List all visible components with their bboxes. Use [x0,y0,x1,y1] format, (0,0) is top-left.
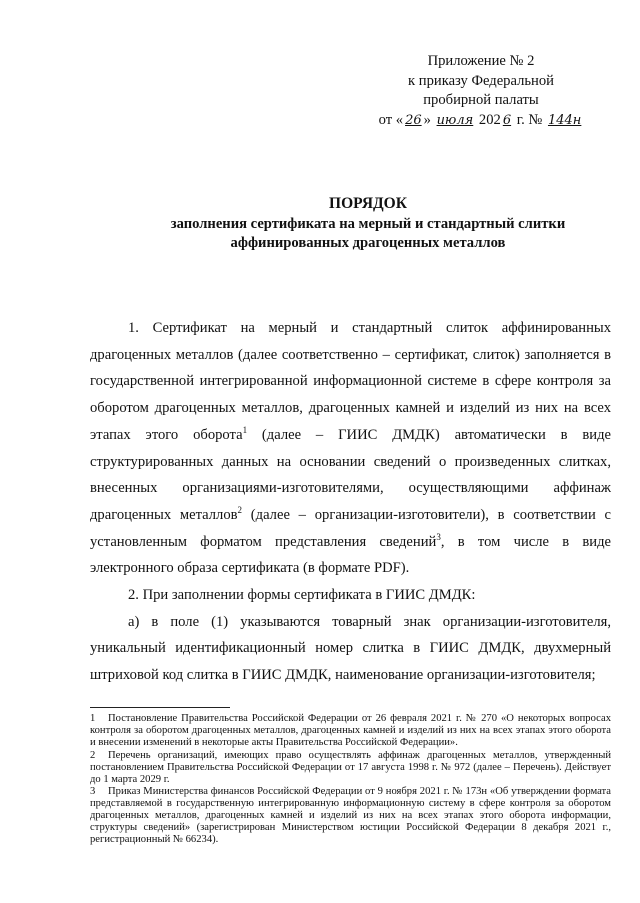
footnote-separator [90,707,230,708]
subtitle-line-2: аффинированных драгоценных металлов [230,235,506,251]
document-body [90,315,611,689]
document-heading: ПОРЯДОК [329,195,407,212]
paragraph-3: а) в поле (1) указываются товарный знак организации-изготовителя, уникальный идентификационный номер слитка в ГИИС ДМДК, двухмерный штриховой код слитка в ГИИС ДМДК, наименование организации-изготовителя; [90,613,611,684]
date-year-prefix: 202 [478,111,501,128]
paragraph-1-part-a: 1. Сертификат на мерный и стандартный слиток аффинированных драгоценных металлов (далее соответственно – сертификат, слиток) заполняется в государственной интегрированной информационной системе в сфере контроля за оборотом драгоценных металлов, драгоценных камней и изделий из них на всех этапах этого оборота [90,320,611,443]
paragraph-1-part-c: (далее – организации-изготовители), в соответствии с установленным форматом представления сведений [90,506,612,550]
footnote-ref-1: 1 [242,424,248,435]
footnote-mark: 2 [90,749,96,761]
footnote-ref-2: 2 [237,505,243,516]
order-number: 144н [547,112,582,128]
appendix-authority-line: пробирной палаты [423,92,539,109]
paragraph-1-part-b: (далее – ГИИС ДМДК) автоматически в виде структурированных данных на основании сведений о произведенных слитках, внесенных организациями-изготовителями, осуществляющими аффинаж драгоценных металлов [90,426,611,523]
date-month: июля [436,112,474,128]
date-day: 26 [405,112,422,128]
paragraph-2: 2. При заполнении формы сертификата в ГИИС ДМДК: [128,587,476,604]
date-year-digit: 6 [502,112,512,128]
appendix-order-line: к приказу Федеральной [408,72,554,89]
footnote-ref-3: 3 [436,531,441,542]
footnote-text: Перечень организаций, имеющих право осуществлять аффинаж драгоценных металлов, утвержденный постановлением Правительства Российской Федерации от 17 августа 1998 г. № 972 (далее – Перечень). Действует до 1 марта 2029 г. [90,749,611,785]
appendix-title: Приложение № 2 [427,53,535,69]
date-year-suffix: г. № [513,111,543,128]
footnote-text: Постановление Правительства Российской Федерации от 26 февраля 2021 г. № 270 «О некоторых вопросах контроля за оборотом драгоценных металлов, драгоценных камней и изделий из них на всех этапах этого оборота и внесении изменений в некоторые акты Правительства Российской Федерации». [90,713,611,748]
footnote-mark: 1 [90,713,96,724]
appendix-block [351,52,611,130]
date-mid: » [423,111,431,128]
footnote-2 [90,750,611,786]
paragraph-1 [90,315,611,582]
date-prefix: от « [378,111,404,128]
footnote-1 [90,713,611,749]
appendix-date-line [351,111,611,131]
footnote-text: Приказ Министерства финансов Российской Федерации от 9 ноября 2021 г. № 173н «Об утверждении формата представляемой в государственную интегрированную информационную систему в сфере контроля за оборотом драгоценных металлов, драгоценных камней и изделий из них на всех этапах этого оборота информации, структуры сведений» (зарегистрирован Министерством юстиции Российской Федерации 8 декабря 2021 г., регистрационный № 66234). [90,786,611,846]
paragraph-1-part-d: , в том числе в виде электронного образа сертификата (в формате PDF). [90,533,612,577]
footnotes [90,713,611,847]
subtitle-line-1: заполнения сертификата на мерный и стандартный слитки [170,216,566,232]
document-subtitle [118,215,618,253]
footnote-3 [90,786,611,846]
footnote-mark: 3 [90,786,96,798]
